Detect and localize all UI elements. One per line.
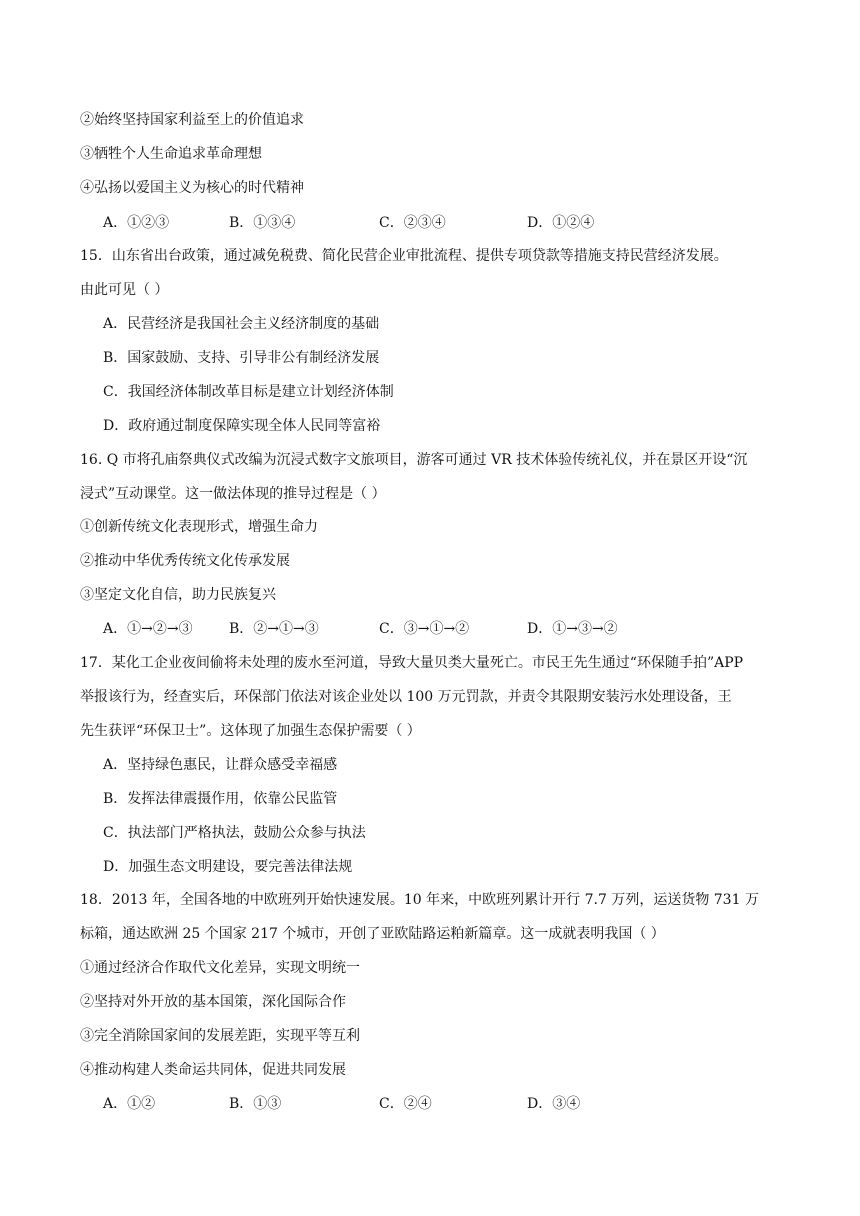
q18-item-2: ②坚持对外开放的基本国策，深化国际合作 [80,994,346,1010]
q17-option-a: A．坚持绿色惠民，让群众感受幸福感 [103,757,338,773]
q15-option-a: A．民营经济是我国社会主义经济制度的基础 [103,316,380,332]
q18-item-4: ④推动构建人类命运共同体，促进共同发展 [80,1062,346,1078]
q14-option-d: D．①②④ [527,215,595,231]
q18-stem-line-2: 标箱，通达欧洲 25 个国家 217 个城市，开创了亚欧陆路运粕新篇章。这一成就表明我国（ ） [80,926,665,942]
q17-option-c: C．执法部门严格执法，鼓励公众参与执法 [103,825,366,841]
q16-stem-line-1: 16. Q 市将孔庙祭典仪式改编为沉浸式数字文旅项目，游客可通过 VR 技术体验传统礼仪，并在景区开设“沉 [80,452,748,468]
q16-option-a: A．①→②→③ [103,621,193,637]
q14-item-3: ③牺牲个人生命追求革命理想 [80,146,262,162]
q17-option-d: D．加强生态文明建设，要完善法律法规 [103,859,353,875]
q18-options [103,1094,783,1114]
q18-stem-line-1: 18．2013 年，全国各地的中欧班列开始快速发展。10 年来，中欧班列累计开行 7.7 万列，运送货物 731 万 [80,892,759,908]
q14-options [103,213,783,233]
q15-stem-line-2: 由此可见（ ） [80,282,169,298]
q17-stem-line-1: 17．某化工企业夜间偷将未处理的废水至河道，导致大量贝类大量死亡。市民王先生通过“环保随手拍”APP [80,655,744,671]
q16-option-b: B．②→①→③ [229,621,319,637]
q18-item-1: ①通过经济合作取代文化差异，实现文明统一 [80,960,360,976]
q15-option-b: B．国家鼓励、支持、引导非公有制经济发展 [103,350,380,366]
q16-item-2: ②推动中华优秀传统文化传承发展 [80,553,290,569]
q16-stem-line-2: 浸式”互动课堂。这一做法体现的推导过程是（ ） [80,486,386,502]
q16-item-1: ①创新传统文化表现形式，增强生命力 [80,519,318,535]
q18-option-c: C．②④ [379,1096,432,1112]
q18-option-d: D．③④ [527,1096,581,1112]
q18-option-b: B．①③ [229,1096,282,1112]
q16-option-c: C．③→①→② [379,621,470,637]
q16-options [103,619,783,639]
q16-option-d: D．①→③→② [527,621,618,637]
q14-option-b: B．①③④ [229,215,296,231]
q16-item-3: ③坚定文化自信，助力民族复兴 [80,587,276,603]
q18-option-a: A．①② [103,1096,156,1112]
q15-option-c: C．我国经济体制改革目标是建立计划经济体制 [103,384,394,400]
q14-option-a: A．①②③ [103,215,170,231]
q17-option-b: B．发挥法律震摄作用，依靠公民监管 [103,791,338,807]
q18-item-3: ③完全消除国家间的发展差距，实现平等互利 [80,1028,360,1044]
q17-stem-line-2: 举报该行为，经查实后，环保部门依法对该企业处以 100 万元罚款，并责令其限期安装污水处理设备，王 [80,689,732,705]
q14-option-c: C．②③④ [379,215,446,231]
q15-option-d: D．政府通过制度保障实现全体人民同等富裕 [103,418,381,434]
q14-item-4: ④弘扬以爱国主义为核心的时代精神 [80,180,304,196]
q15-stem-line-1: 15．山东省出台政策，通过减免税费、简化民营企业审批流程、提供专项贷款等措施支持民营经济发展。 [80,248,728,264]
q17-stem-line-3: 先生获评“环保卫士”。这体现了加强生态保护需要（ ） [80,723,421,739]
q14-item-2: ②始终坚持国家利益至上的价值追求 [80,112,304,128]
